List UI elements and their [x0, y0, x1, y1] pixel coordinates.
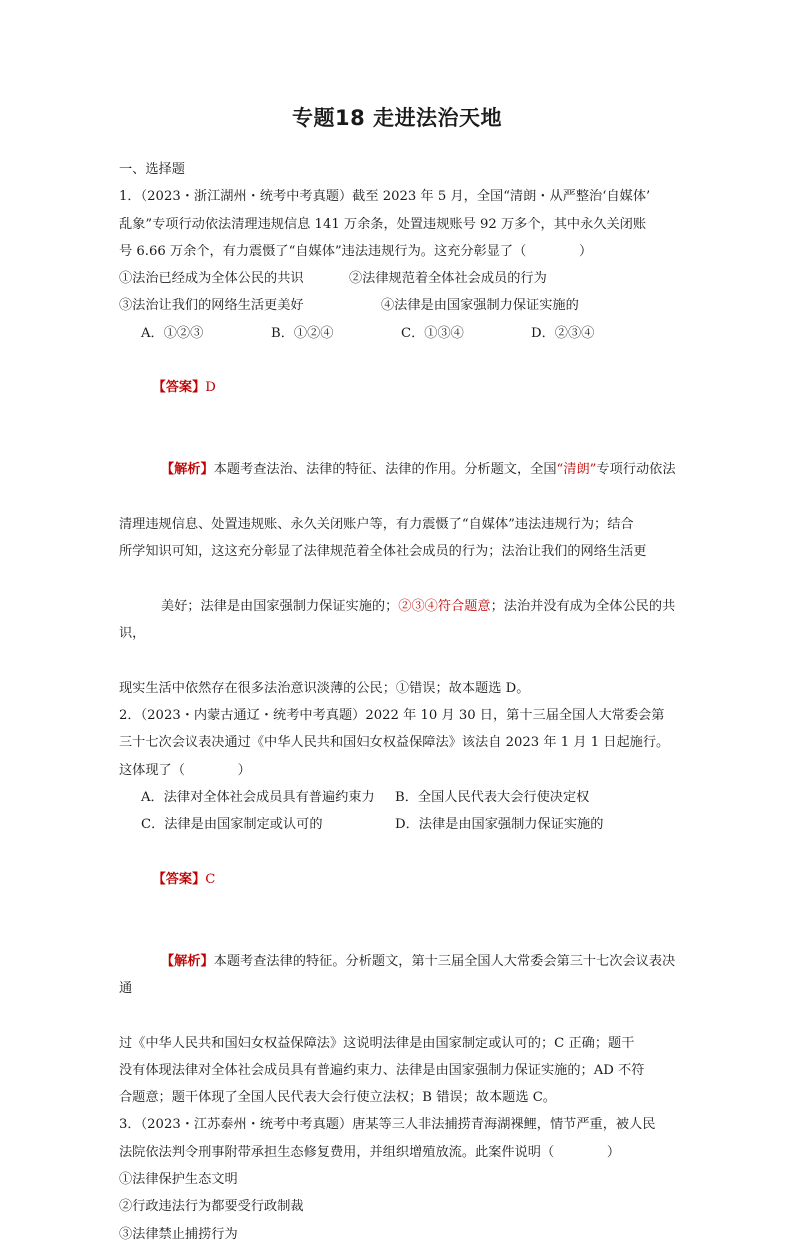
analysis-block: [119, 920, 679, 1111]
question-3: [119, 1111, 679, 1247]
analysis-label: 【解析】: [160, 953, 214, 969]
option-a[interactable]: A．①②③: [141, 325, 204, 341]
analysis-text: 合题意；题干体现了全国人民代表大会行使立法权；B 错误；故本题选 C。: [119, 1090, 556, 1106]
question-1-items-row-1: [119, 265, 679, 292]
question-3-line-2: 法院依法判令刑事附带承担生态修复费用，并组织增殖放流。此案件说明（ ）: [119, 1144, 621, 1160]
question-2: [119, 702, 679, 1111]
statement-4: ④法律是由国家强制力保证实施的: [381, 298, 579, 314]
answer-value: C: [205, 871, 216, 887]
option-b[interactable]: B．①②④: [271, 325, 334, 341]
analysis-text: 本题考查法律的特征。分析题文，第十三届全国人大常委会第三十七次会议表决通: [119, 953, 676, 996]
answer-line: [119, 347, 679, 429]
answer-value: D: [205, 380, 216, 396]
statement-1: ①法律保护生态文明: [119, 1171, 238, 1187]
answer-label: 【答案】: [152, 871, 206, 887]
question-3-line-1: 3．（2023・江苏泰州・统考中考真题）唐某等三人非法捕捞青海湖裸鲤，情节严重，被人民: [119, 1117, 656, 1133]
question-2-line-3: 这体现了（ ）: [119, 762, 251, 778]
statement-3: ③法治让我们的网络生活更美好: [119, 298, 304, 314]
statement-2: ②行政违法行为都要受行政制裁: [119, 1199, 304, 1215]
analysis-label: 【解析】: [160, 462, 214, 478]
analysis-text: 现实生活中依然存在很多法治意识淡薄的公民；①错误；故本题选 D。: [119, 680, 530, 696]
statement-1: ①法治已经成为全体公民的共识: [119, 271, 304, 287]
question-2-line-1: 2．（2023・内蒙古通辽・统考中考真题）2022 年 10 月 30 日，第十三届全国人大常委会第: [119, 707, 665, 723]
statement-3: ③法律禁止捕捞行为: [119, 1226, 238, 1242]
highlight-text: ②③④符合题意: [398, 598, 491, 614]
analysis-text: 所学知识可知，这这充分彰显了法律规范着全体社会成员的行为；法治让我们的网络生活更: [119, 544, 647, 560]
question-1-options: [119, 320, 679, 347]
option-c[interactable]: C．法律是由国家制定或认可的: [141, 817, 323, 833]
page-title: 专题18 走进法治天地: [291, 106, 503, 130]
question-2-options-row-2: [119, 811, 679, 838]
option-b[interactable]: B．全国人民代表大会行使决定权: [395, 789, 590, 805]
analysis-text: 本题考查法治、法律的特征、法律的作用。分析题文，全国: [213, 462, 557, 478]
question-1-line-1: 1．（2023・浙江湖州・统考中考真题）截至 2023 年 5 月，全国“清朗・从严整治‘自媒体’: [119, 189, 651, 205]
answer-line: [119, 838, 679, 920]
option-d[interactable]: D．法律是由国家强制力保证实施的: [395, 817, 604, 833]
document-content: [119, 156, 679, 1248]
section-heading: 一、选择题: [119, 162, 185, 177]
question-1: [119, 183, 679, 702]
analysis-text: 专项行动依法: [596, 462, 676, 478]
highlight-text: “清朗”: [556, 462, 597, 478]
question-2-options-row-1: [119, 784, 679, 811]
question-1-items-row-2: [119, 292, 679, 319]
question-1-line-3: 号 6.66 万余个，有力震慑了“自媒体”违法违规行为。这充分彰显了（ ）: [119, 243, 593, 259]
question-1-line-2: 乱象”专项行动依法清理违规信息 141 万余条，处置违规账号 92 万多个，其中永久关闭账: [119, 216, 647, 232]
option-d[interactable]: D．②③④: [531, 325, 595, 341]
analysis-text: 没有体现法律对全体社会成员具有普遍约束力、法律是由国家强制力保证实施的；AD 不符: [119, 1062, 645, 1078]
analysis-text: 清理违规信息、处置违规账、永久关闭账户等，有力震慑了“自媒体”违法违规行为；结合: [119, 516, 634, 532]
analysis-text: 过《中华人民共和国妇女权益保障法》这说明法律是由国家制定或认可的；C 正确；题干: [119, 1035, 635, 1051]
option-a[interactable]: A．法律对全体社会成员具有普遍约束力: [141, 789, 375, 805]
question-2-line-2: 三十七次会议表决通过《中华人民共和国妇女权益保障法》该法自 2023 年 1 月 1 日起施行。: [119, 735, 670, 751]
analysis-block: [119, 429, 679, 702]
option-c[interactable]: C．①③④: [401, 325, 464, 341]
statement-2: ②法律规范着全体社会成员的行为: [349, 271, 547, 287]
analysis-text: 美好；法律是由国家强制力保证实施的；: [160, 598, 399, 614]
analysis-text: ；法治并没有成为全体公民的共识，: [119, 598, 676, 642]
answer-label: 【答案】: [152, 380, 206, 396]
